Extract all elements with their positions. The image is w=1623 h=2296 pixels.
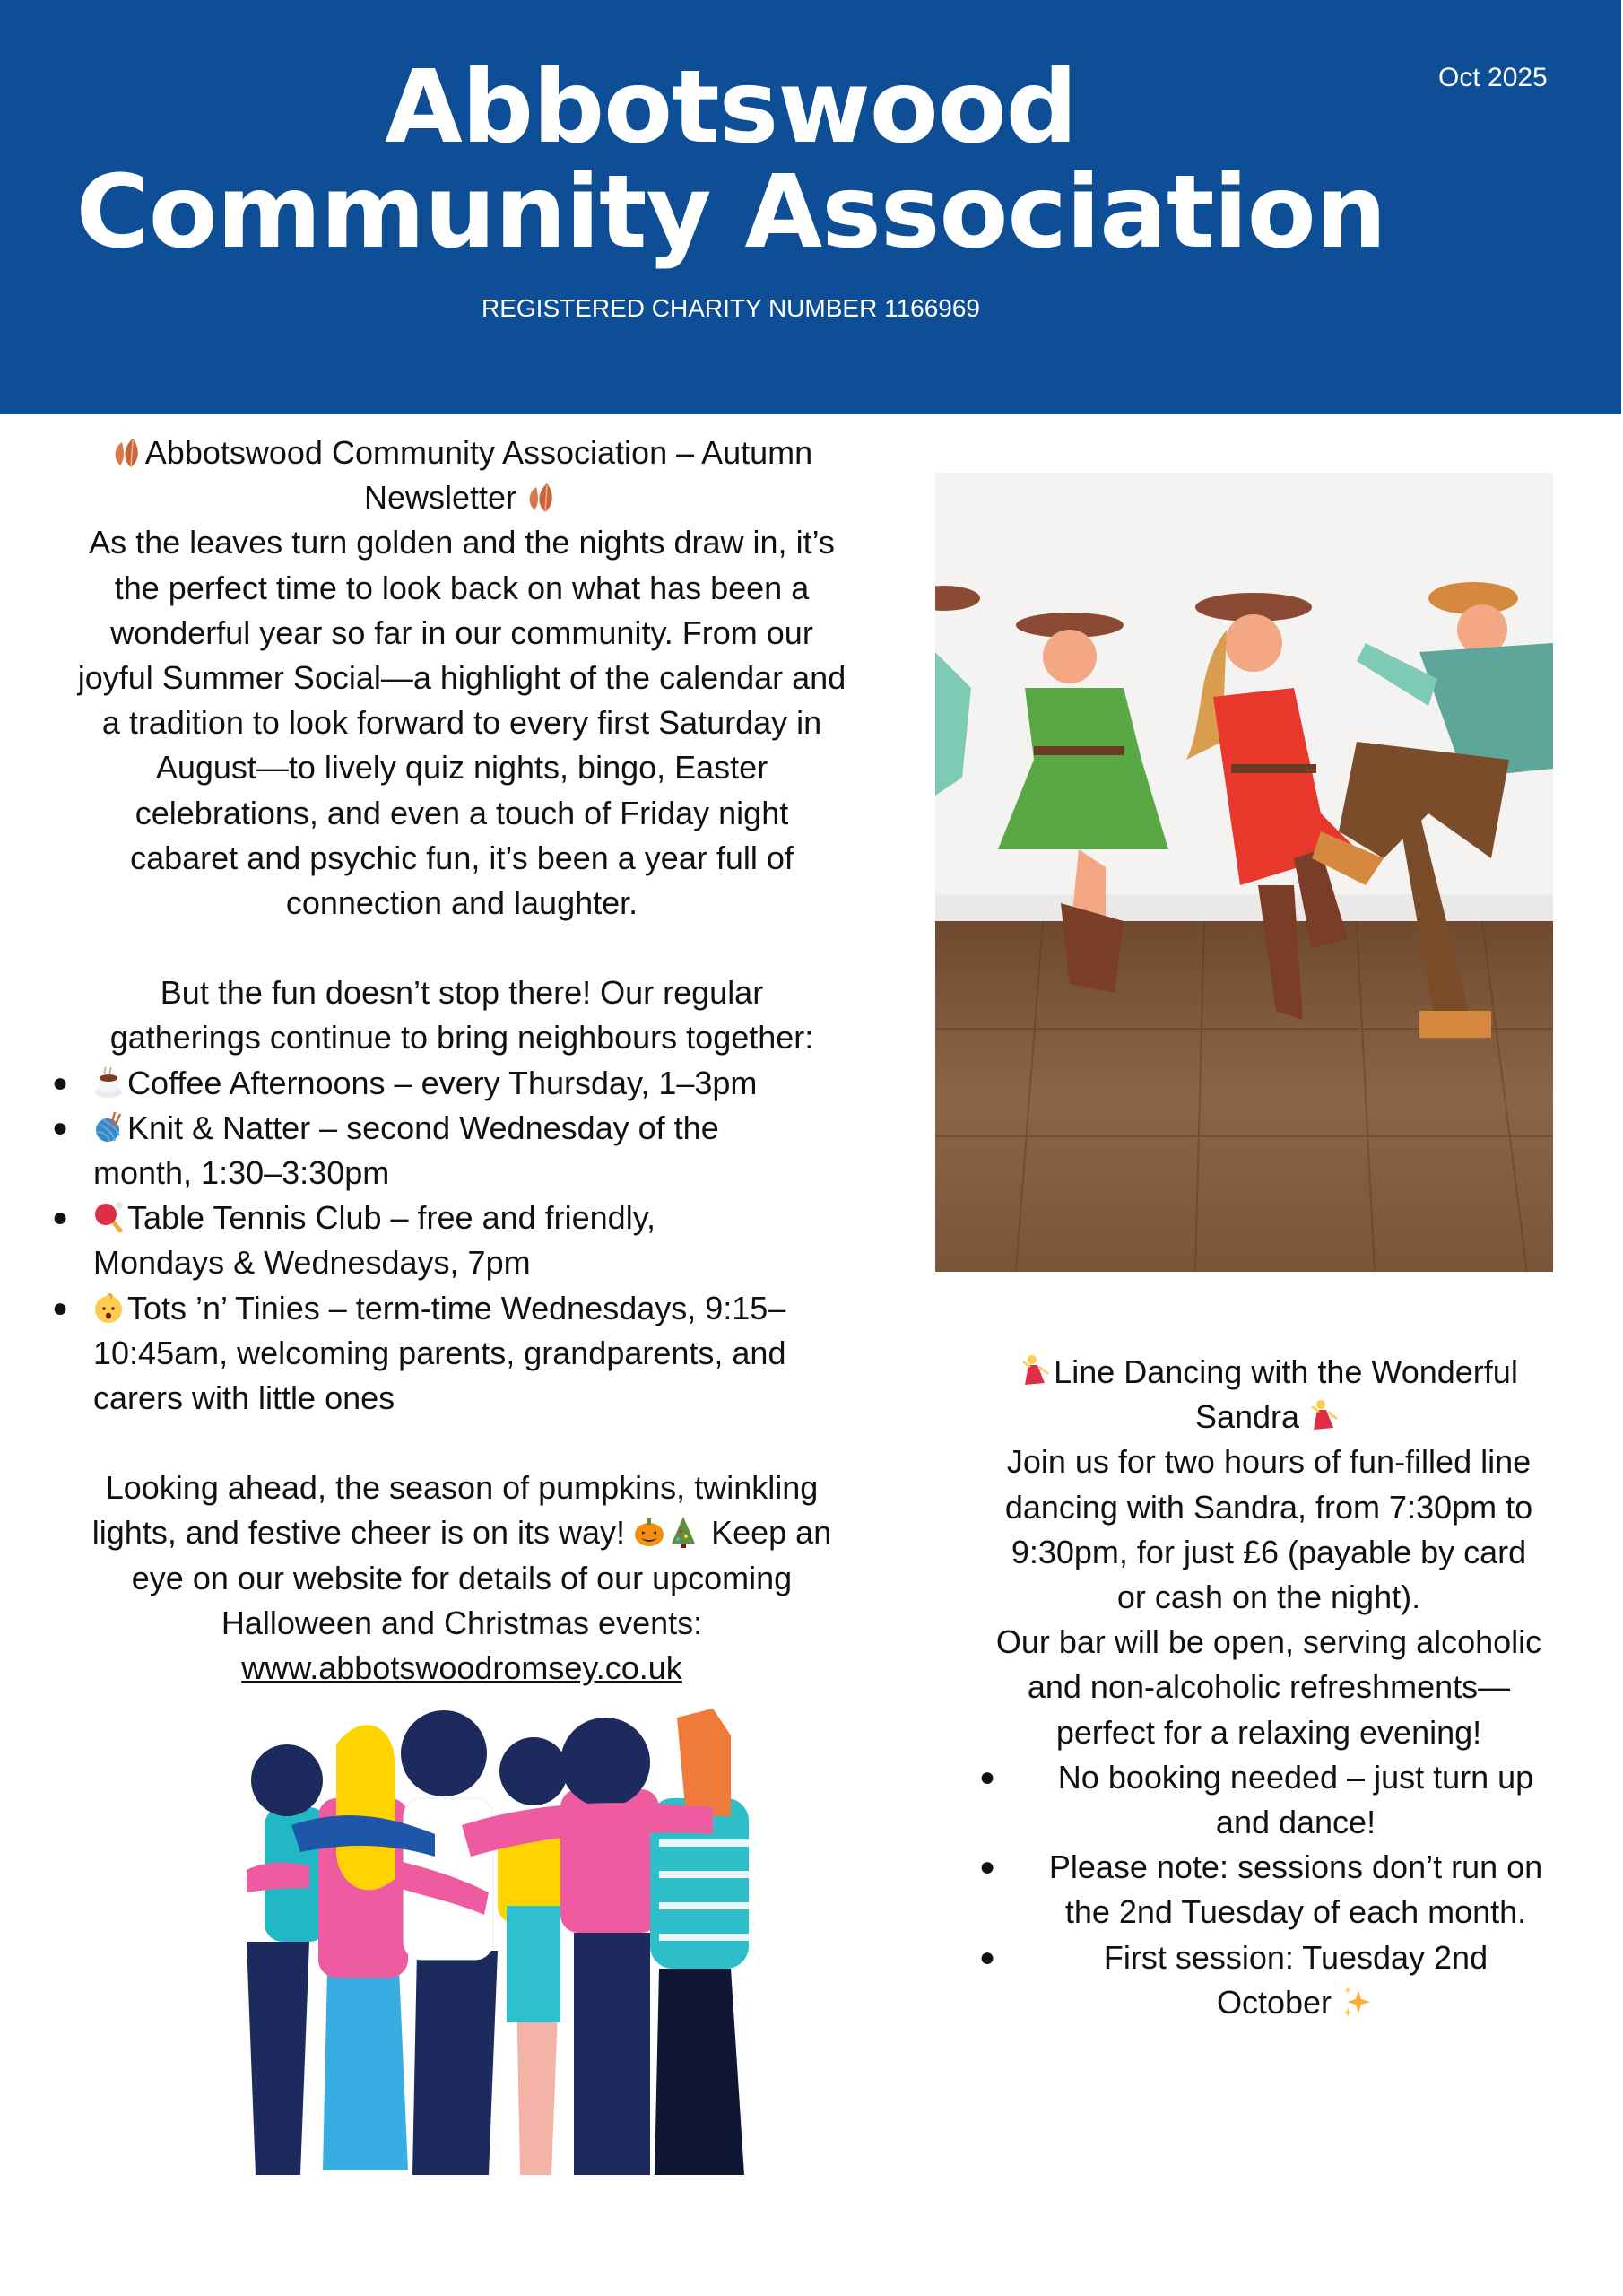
list-item: ● Table Tennis Club – free and friendly, Mondays & Wednesdays, 7pm (36, 1196, 888, 1285)
pumpkin-icon (634, 1515, 664, 1549)
baby-icon (93, 1291, 124, 1325)
header-banner (0, 0, 1621, 414)
coffee-icon (93, 1065, 124, 1100)
activities-list (36, 1061, 888, 1422)
sparkles-icon (1341, 1985, 1371, 2019)
outro-paragraph: Looking ahead, the season of pumpkins, twinkling lights, and festive cheer is on its way! Keep an eye on our website for details of our upcoming Halloween and Christmas events: www.abbotswoodromsey.co.uk (91, 1469, 832, 1687)
christmas-tree-icon (668, 1515, 699, 1549)
bullet: ● (52, 1067, 69, 1098)
fallen-leaf-icon (525, 480, 556, 514)
dancer-icon (1308, 1399, 1339, 1433)
bullet: ● (979, 1852, 996, 1883)
bullet: ● (979, 1761, 996, 1792)
bullet: ● (52, 1203, 69, 1233)
line-dancing-section (959, 1350, 1578, 2025)
title-line-1: Abbotswood (385, 49, 1077, 166)
yarn-icon (93, 1110, 124, 1144)
newsletter-heading: Abbotswood Community Association – Autumn Newsletter (36, 430, 888, 520)
fallen-leaf-icon (111, 435, 142, 469)
line-dancing-notes (959, 1755, 1578, 2025)
bullet: ● (979, 1942, 996, 1972)
website-link[interactable]: www.abbotswoodromsey.co.uk (241, 1649, 682, 1687)
ping-pong-icon (93, 1200, 124, 1234)
newsletter-left-column (36, 430, 888, 1691)
list-item: ● Knit & Natter – second Wednesday of the month, 1:30–3:30pm (36, 1106, 888, 1196)
list-item: ● First session: Tuesday 2nd October (959, 1935, 1578, 2025)
list-item: ● Please note: sessions don’t run on the 2nd Tuesday of each month. (959, 1845, 1578, 1935)
dancer-icon (1020, 1354, 1050, 1388)
line-dancers-illustration (935, 473, 1553, 1272)
intro-paragraph: As the leaves turn golden and the nights draw in, it’s the perfect time to look back on what has been a wonderful year so far in our community. From our joyful Summer Social—a highlight of the calendar and a tradition to look forward to every first Saturday in August—to lively quiz nights, bingo, Easter celebrations, and even a touch of Friday night cabaret and psychic fun, it’s been a year full of connection and laughter. (77, 524, 846, 922)
title-line-2: Community Association (75, 154, 1386, 271)
line-dancing-heading: Line Dancing with the Wonderful Sandra (959, 1350, 1578, 1439)
list-item: ● No booking needed – just turn up and dance! (959, 1755, 1578, 1845)
issue-date: Oct 2025 (1438, 63, 1548, 92)
list-item: ● Coffee Afternoons – every Thursday, 1–3pm (36, 1061, 888, 1106)
list-item: ● Tots ’n’ Tinies – term-time Wednesdays, 9:15– 10:45am, welcoming parents, grandparents, and carers with little ones (36, 1286, 888, 1422)
bullet: ● (52, 1292, 69, 1323)
line-dancing-body: Join us for two hours of fun-filled line dancing with Sandra, from 7:30pm to 9:30pm, for just £6 (payable by card or cash on the night). Our bar will be open, serving alcoholic and non-alcoholic refreshments— perfect for a relaxing evening! (995, 1443, 1542, 1751)
bullet: ● (52, 1112, 69, 1143)
community-group-illustration (229, 1700, 785, 2184)
regular-intro: But the fun doesn’t stop there! Our regular gatherings continue to bring neighbours together: (109, 974, 814, 1057)
charity-number: REGISTERED CHARITY NUMBER 1166969 (481, 294, 981, 322)
